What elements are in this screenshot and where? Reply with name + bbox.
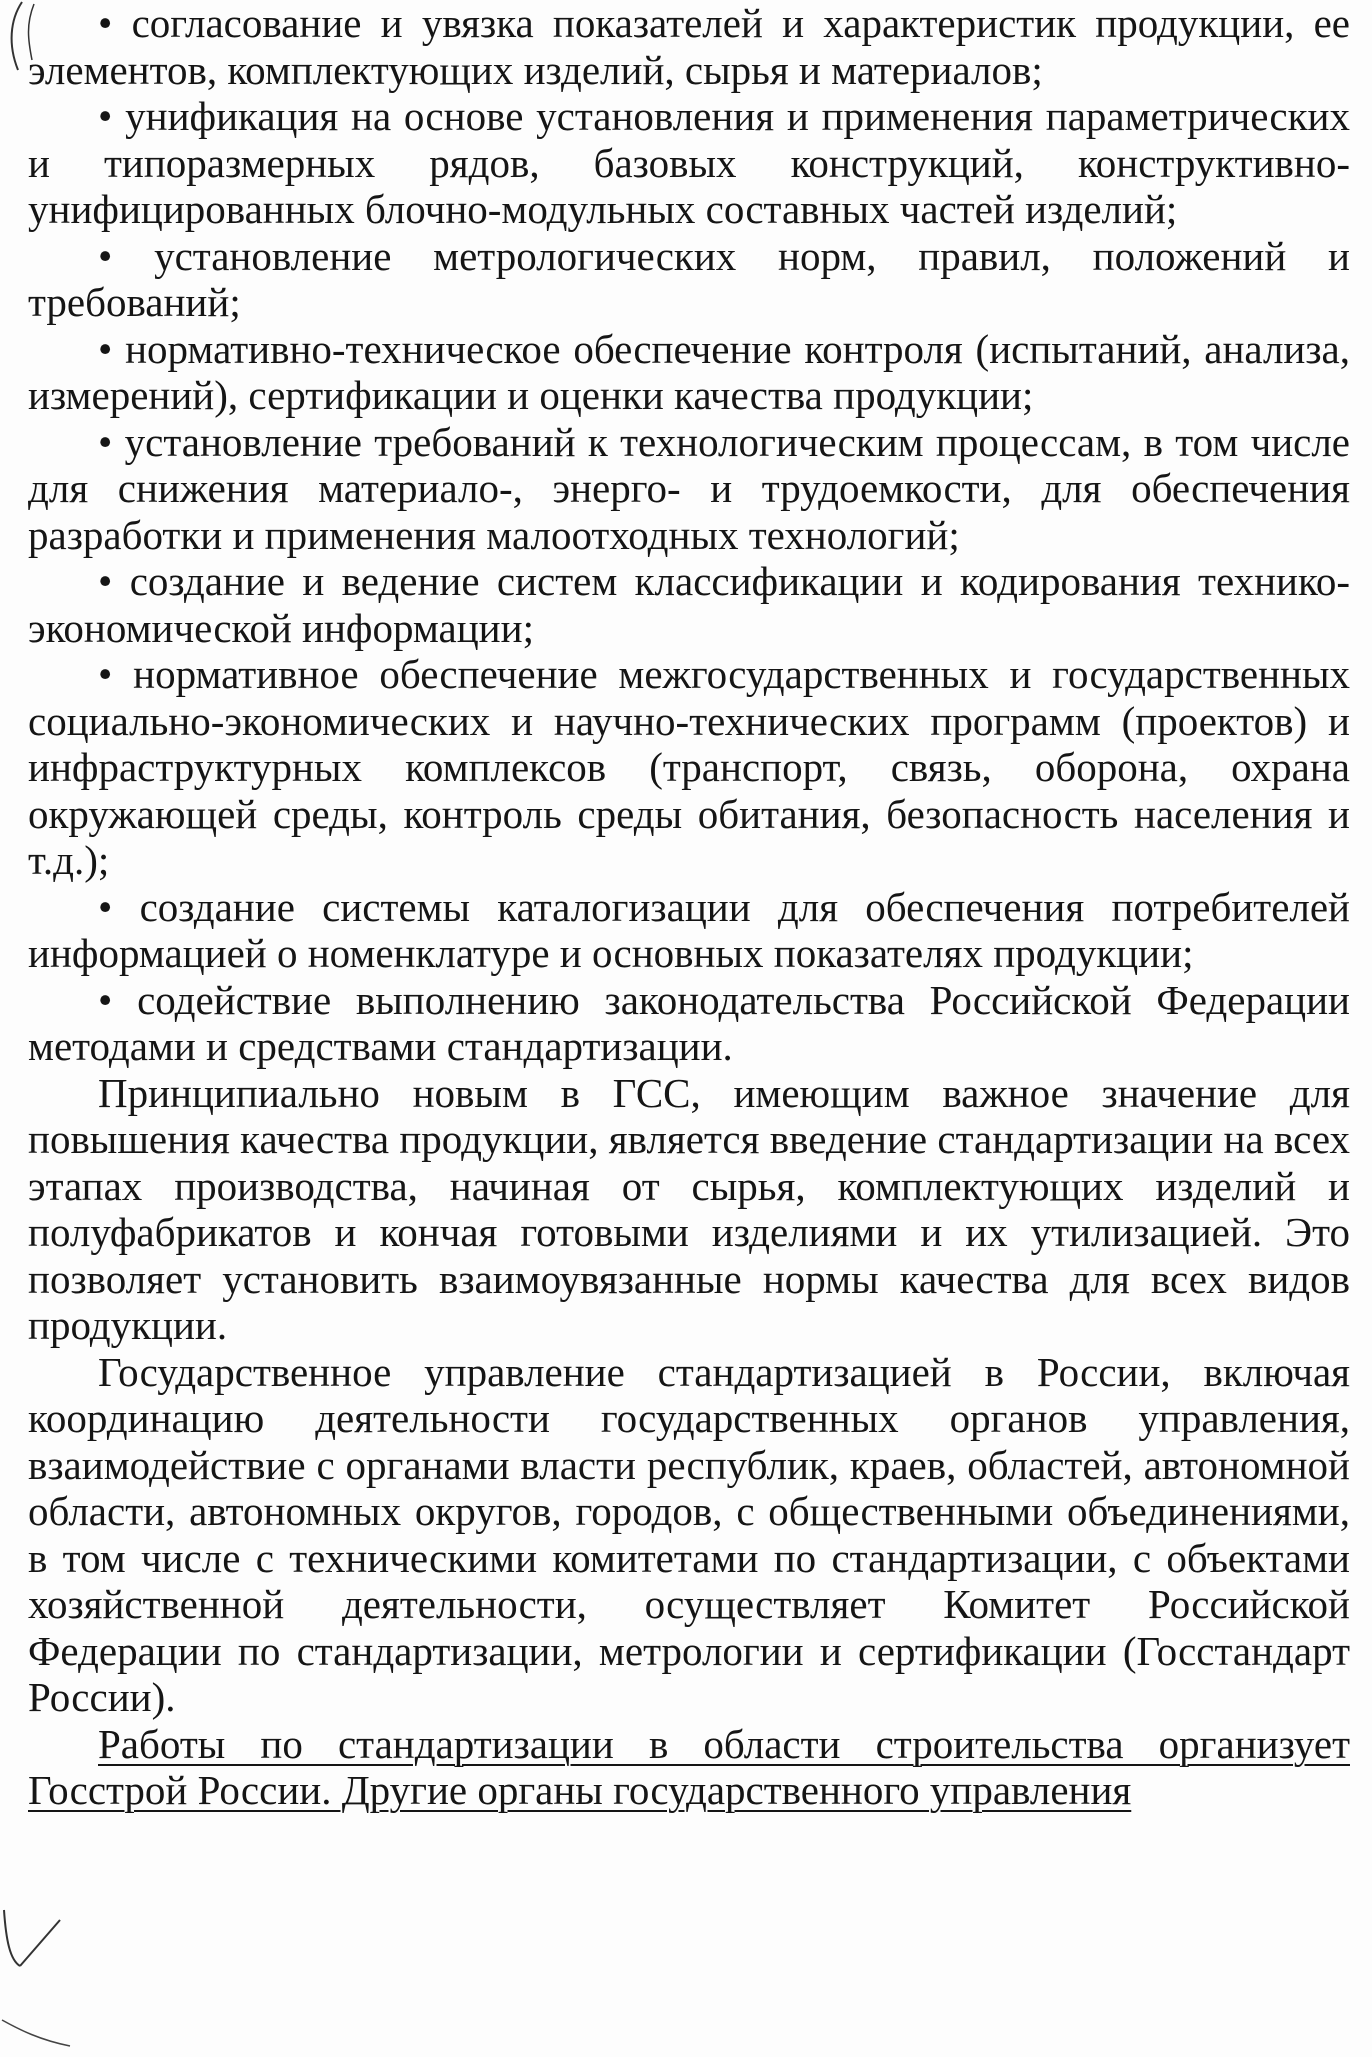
bullet-item: • установление требований к технологическим процессам, в том числе для снижения материало-, энерго- и трудоемкости, для обеспечения разработки и применения малоотходных технологий; — [28, 419, 1350, 559]
handwritten-checkmark — [0, 1900, 80, 2050]
bullet-item: • нормативное обеспечение межгосударственных и государственных социально-экономических и научно-технических программ (проектов) и инфраструктурных комплексов (транспорт, связь, оборона, охрана окружающей среды, контроль среды обитания, безопасность населения и т.д.); — [28, 651, 1350, 884]
bullet-item: • согласование и увязка показателей и характеристик продукции, ее элементов, комплектующих изделий, сырья и материалов; — [28, 0, 1350, 93]
bullet-item: • унификация на основе установления и применения параметрических и типоразмерных рядов, базовых конструкций, конструктивно-унифицированных блочно-модульных составных частей изделий; — [28, 93, 1350, 233]
paragraph-gosstroy: Работы по стандартизации в области строительства организует Госстрой России. Другие органы государственного управления — [28, 1720, 1350, 1813]
bullet-item: • создание системы каталогизации для обеспечения потребителей информацией о номенклатуре и основных показателях продукции; — [28, 884, 1350, 977]
bullet-item: • установление метрологических норм, правил, положений и требований; — [28, 233, 1350, 326]
paragraph-gosstandart: Государственное управление стандартизацией в России, включая координацию деятельности государственных органов управления, взаимодействие с органами власти республик, краев, областей, автономной области, автономных округов, городов, с общественными объединениями, в том числе с техническими комитетами по стандартизации, с объектами хозяйственной деятельности, осуществляет Комитет Российской Федерации по стандартизации, метрологии и сертификации (Госстандарт России). — [28, 1348, 1350, 1720]
paragraph-gss: Принципиально новым в ГСС, имеющим важное значение для повышения качества продукции, является введение стандартизации на всех этапах производства, начиная от сырья, комплектующих изделий и полуфабрикатов и кончая готовыми изделиями и их утилизацией. Это позволяет установить взаимоувязанные нормы качества для всех видов продукции. — [28, 1069, 1350, 1348]
bullet-item: • создание и ведение систем классификации и кодирования технико-экономической информации; — [28, 558, 1350, 651]
bullet-item: • нормативно-техническое обеспечение контроля (испытаний, анализа, измерений), сертификации и оценки качества продукции; — [28, 326, 1350, 419]
bullet-item: • содействие выполнению законодательства Российской Федерации методами и средствами стандартизации. — [28, 977, 1350, 1070]
document-body — [28, 0, 1350, 1814]
